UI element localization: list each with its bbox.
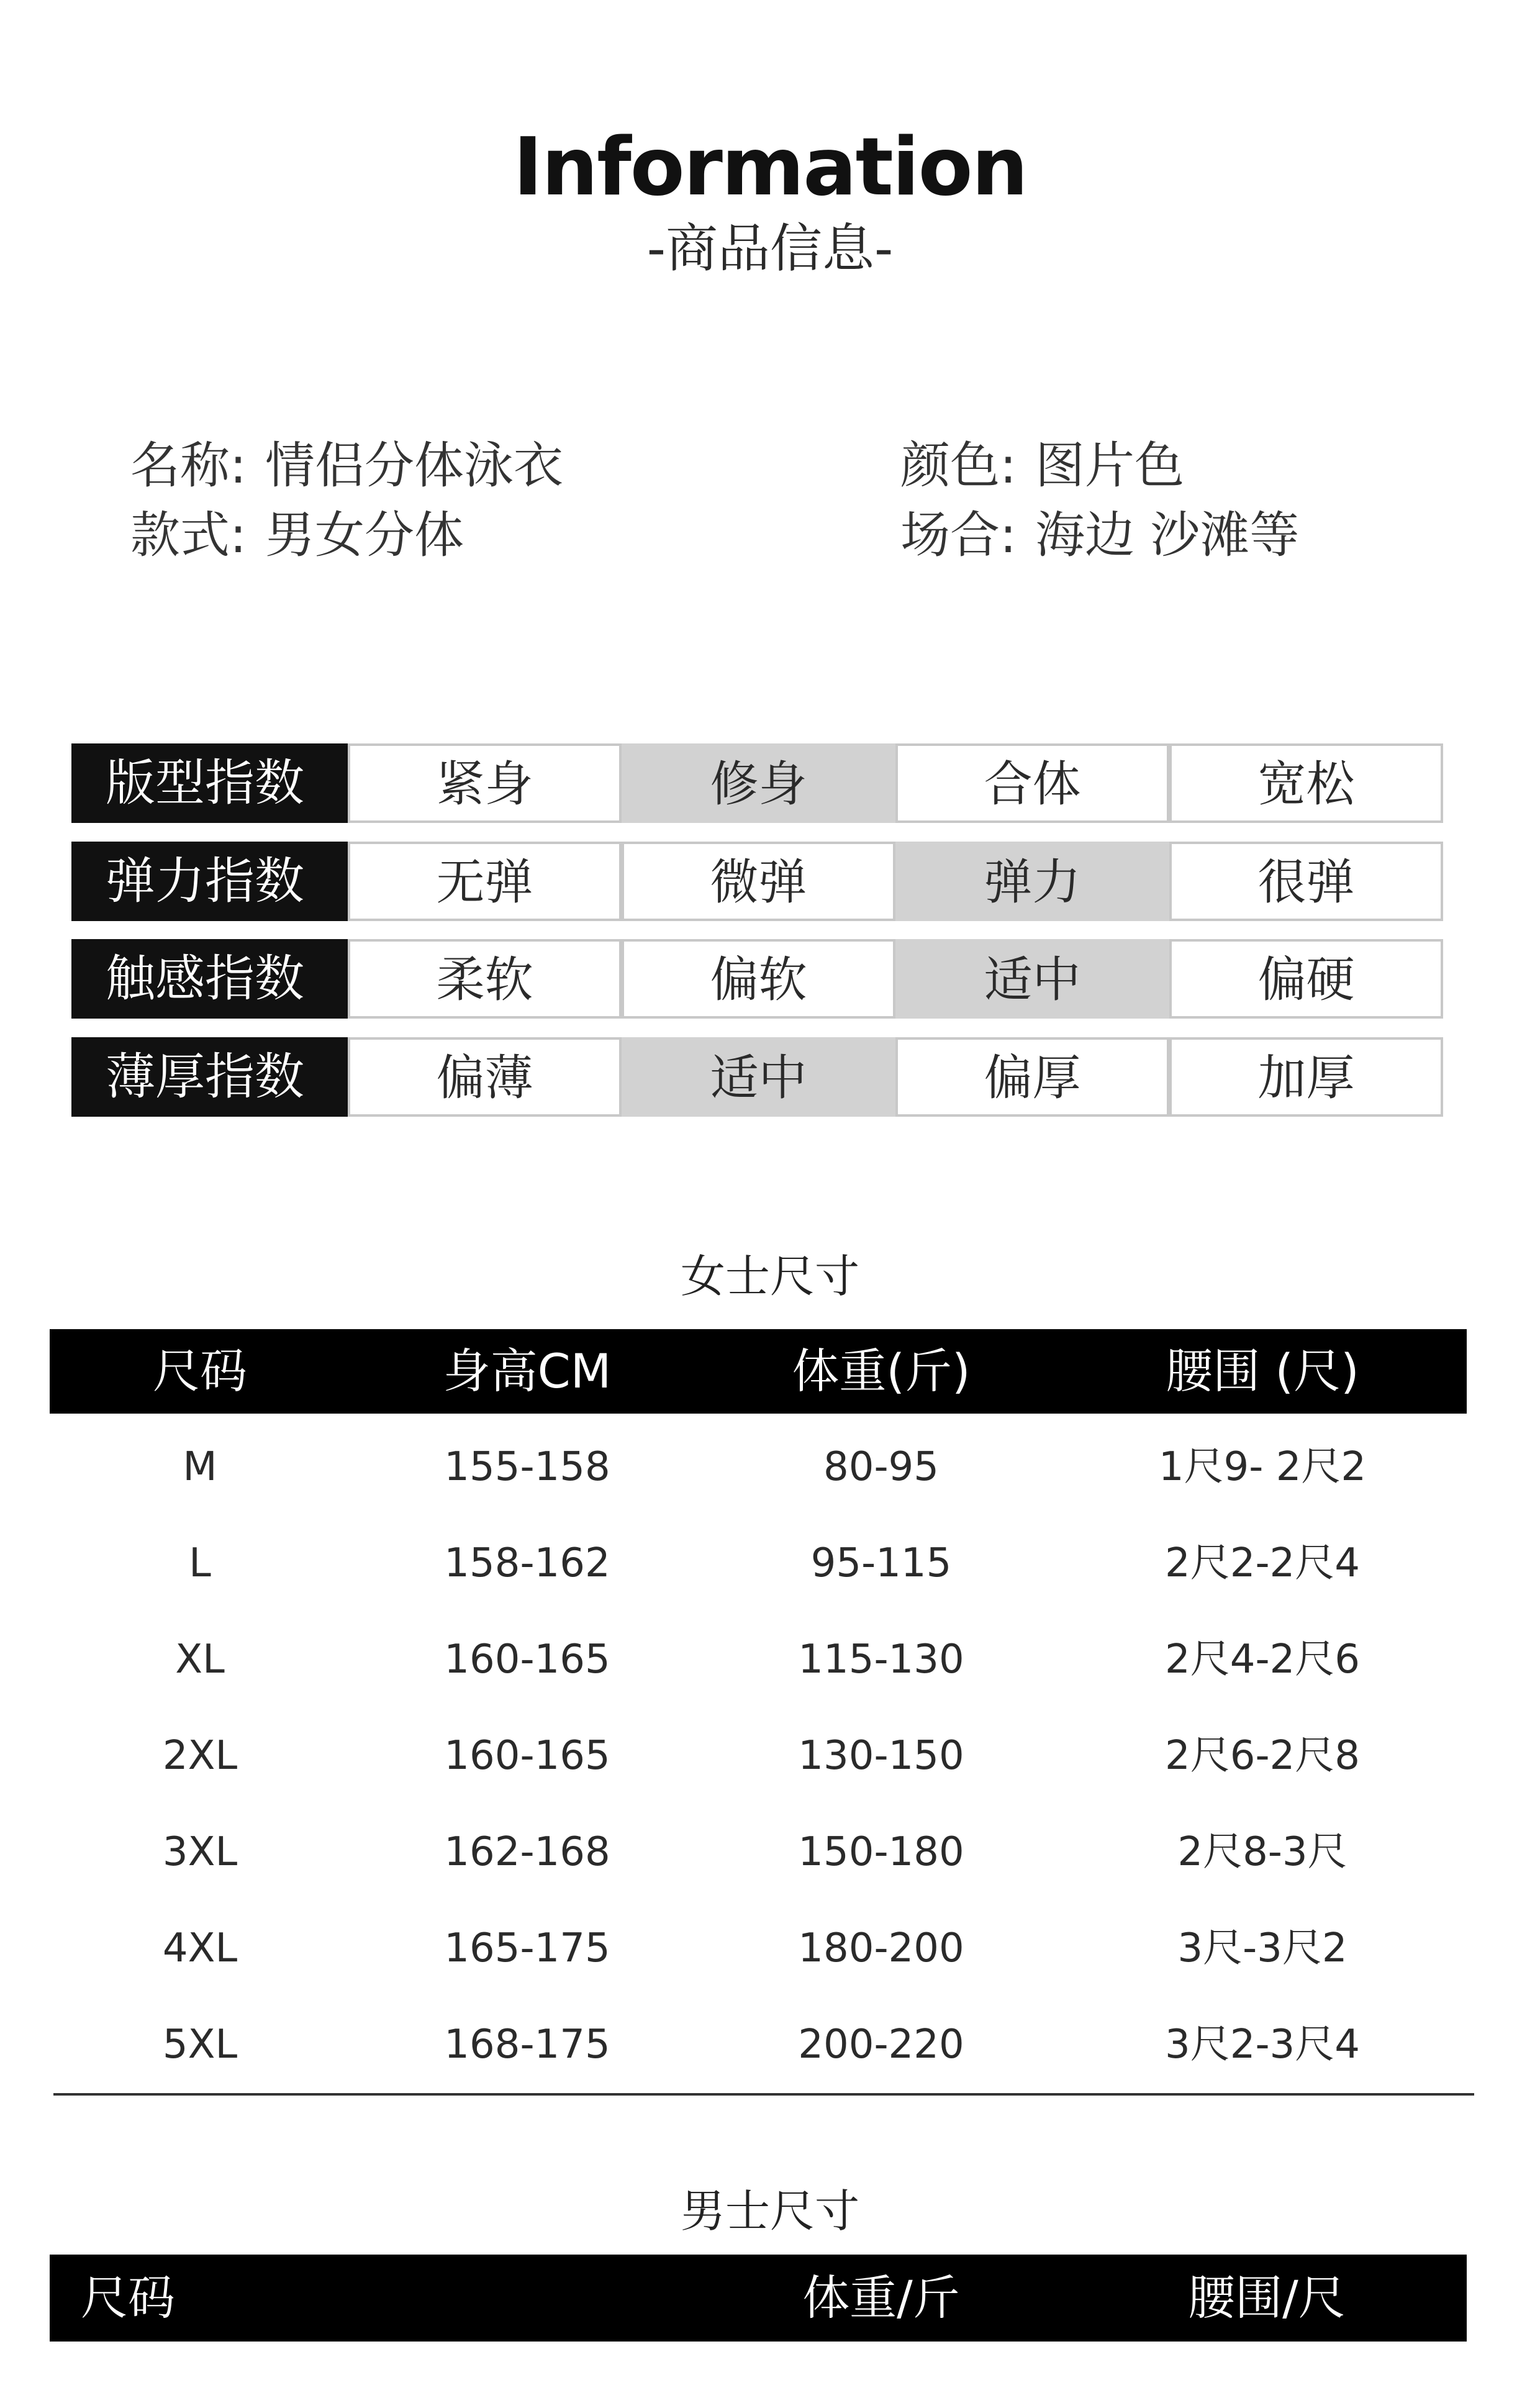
index-option-selected: 修身 xyxy=(622,743,895,823)
cell-height: 160-165 xyxy=(444,1733,610,1779)
cell-waist: 2尺4-2尺6 xyxy=(1165,1637,1360,1683)
index-option-selected: 适中 xyxy=(622,1037,895,1117)
index-label: 薄厚指数 xyxy=(71,1037,348,1117)
cell-waist: 3尺-3尺2 xyxy=(1177,1925,1348,1971)
index-option: 柔软 xyxy=(348,939,622,1019)
index-option: 合体 xyxy=(895,743,1169,823)
cell-weight: 115-130 xyxy=(798,1637,964,1683)
info-name-value: 情侣分体泳衣 xyxy=(265,437,563,494)
table-row xyxy=(50,1436,1467,1498)
cell-weight: 130-150 xyxy=(798,1733,964,1779)
cell-waist: 1尺9- 2尺2 xyxy=(1158,1444,1367,1490)
index-option-selected: 弹力 xyxy=(895,842,1169,921)
cell-height: 155-158 xyxy=(444,1444,610,1490)
page-subtitle: -商品信息- xyxy=(646,218,894,279)
cell-height: 165-175 xyxy=(444,1925,610,1971)
table-row xyxy=(50,1725,1467,1787)
cell-weight: 80-95 xyxy=(823,1444,939,1490)
info-color-value: 图片色 xyxy=(1035,437,1184,494)
index-option: 宽松 xyxy=(1169,743,1443,823)
cell-height: 158-162 xyxy=(444,1540,610,1586)
women-size-header xyxy=(50,1329,1467,1414)
cell-height: 162-168 xyxy=(444,1829,610,1875)
index-option: 加厚 xyxy=(1169,1037,1443,1117)
info-occasion xyxy=(900,504,1299,566)
info-color xyxy=(900,435,1184,497)
info-color-key: 颜色: xyxy=(900,437,1017,494)
cell-weight: 180-200 xyxy=(798,1925,964,1971)
men-header-size: 尺码 xyxy=(81,2270,175,2325)
info-style-value: 男女分体 xyxy=(265,506,464,564)
cell-weight: 150-180 xyxy=(798,1829,964,1875)
index-option: 偏薄 xyxy=(348,1037,622,1117)
table-row xyxy=(50,1629,1467,1691)
info-name xyxy=(130,435,563,497)
women-header-size: 尺码 xyxy=(153,1343,247,1399)
table-row xyxy=(50,2014,1467,2076)
index-option-selected: 适中 xyxy=(895,939,1169,1019)
cell-size: L xyxy=(189,1540,211,1586)
index-option: 微弹 xyxy=(622,842,895,921)
men-size-title: 男士尺寸 xyxy=(680,2185,859,2237)
info-occasion-value: 海边 沙滩等 xyxy=(1035,506,1300,564)
cell-waist: 2尺8-3尺 xyxy=(1177,1829,1348,1875)
women-size-title: 女士尺寸 xyxy=(680,1250,859,1302)
women-header-weight: 体重(斤) xyxy=(792,1343,971,1399)
cell-waist: 3尺2-3尺4 xyxy=(1165,2022,1360,2068)
men-size-header xyxy=(50,2255,1467,2342)
table-row xyxy=(50,1917,1467,1979)
info-occasion-key: 场合: xyxy=(900,506,1017,564)
cell-weight: 200-220 xyxy=(798,2022,964,2068)
index-option: 偏硬 xyxy=(1169,939,1443,1019)
cell-size: 5XL xyxy=(162,2022,238,2068)
info-style xyxy=(130,504,464,566)
cell-size: 2XL xyxy=(162,1733,238,1779)
index-label: 版型指数 xyxy=(71,743,348,823)
table-row xyxy=(50,1532,1467,1594)
index-option: 紧身 xyxy=(348,743,622,823)
index-option: 无弹 xyxy=(348,842,622,921)
index-label: 触感指数 xyxy=(71,939,348,1019)
index-option: 偏软 xyxy=(622,939,895,1019)
index-option: 很弹 xyxy=(1169,842,1443,921)
cell-height: 168-175 xyxy=(444,2022,610,2068)
page-title: Information xyxy=(513,121,1027,214)
info-style-key: 款式: xyxy=(130,506,247,564)
table-row xyxy=(50,1821,1467,1883)
index-option: 偏厚 xyxy=(895,1037,1169,1117)
cell-waist: 2尺6-2尺8 xyxy=(1165,1733,1360,1779)
women-header-waist: 腰围 (尺) xyxy=(1166,1343,1359,1399)
women-header-height: 身高CM xyxy=(443,1343,612,1399)
women-table-divider xyxy=(53,2093,1474,2096)
info-name-key: 名称: xyxy=(130,437,247,494)
cell-size: 3XL xyxy=(162,1829,238,1875)
index-label: 弹力指数 xyxy=(71,842,348,921)
cell-weight: 95-115 xyxy=(810,1540,952,1586)
men-header-weight: 体重/斤 xyxy=(802,2270,960,2325)
men-header-waist: 腰围/尺 xyxy=(1188,2270,1346,2325)
cell-size: 4XL xyxy=(162,1925,238,1971)
cell-waist: 2尺2-2尺4 xyxy=(1165,1540,1360,1586)
cell-height: 160-165 xyxy=(444,1637,610,1683)
cell-size: M xyxy=(183,1444,217,1490)
cell-size: XL xyxy=(175,1637,225,1683)
